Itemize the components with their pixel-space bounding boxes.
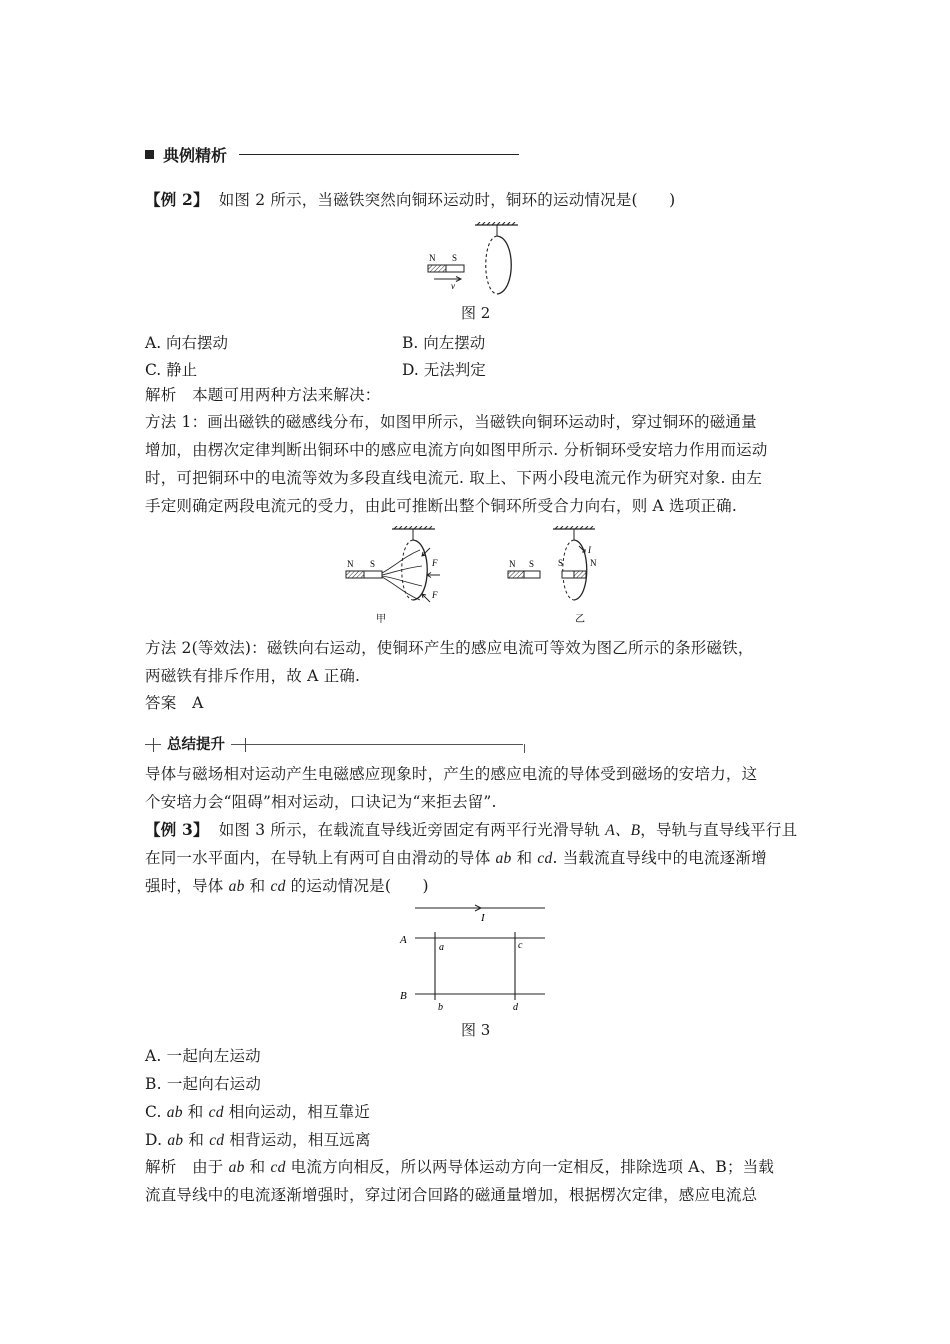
caption-yi: 乙 bbox=[575, 614, 585, 625]
label-n: N bbox=[347, 559, 354, 569]
label-s: S bbox=[529, 559, 535, 569]
magnet-s bbox=[446, 265, 464, 272]
text: 强时，导体 bbox=[145, 877, 229, 895]
label-b: b bbox=[438, 1002, 443, 1012]
section-title: 典例精析 bbox=[163, 146, 228, 165]
label-i: I bbox=[481, 912, 485, 924]
label-rail-a: A bbox=[400, 934, 407, 946]
section-header bbox=[145, 143, 519, 166]
var-cd: cd bbox=[209, 1132, 225, 1149]
label-c: c bbox=[518, 940, 523, 951]
example3-tag: 【例 3】 bbox=[145, 820, 209, 839]
text: 和 bbox=[244, 1158, 271, 1176]
text: 的运动情况是( ) bbox=[285, 877, 429, 895]
var-cd: cd bbox=[270, 878, 286, 895]
ceiling-hatch bbox=[475, 222, 518, 225]
rail-vars: A、B bbox=[605, 822, 641, 839]
option-d bbox=[145, 1130, 371, 1151]
text: 相向运动，相互靠近 bbox=[223, 1103, 371, 1121]
var-ab: ab bbox=[228, 1159, 245, 1176]
ring-front bbox=[497, 236, 511, 294]
text: 解析 由于 bbox=[145, 1158, 229, 1176]
analysis-line: 手定则确定两段电流元的受力，由此可推断出整个铜环所受合力向右，则 A 选项正确. bbox=[145, 497, 737, 515]
text: 电流方向相反，所以两导体运动方向一定相反，排除选项 A、B；当载 bbox=[285, 1158, 775, 1176]
text: 和 bbox=[183, 1131, 210, 1149]
text: 相背运动，相互远离 bbox=[224, 1131, 371, 1149]
section-rule bbox=[239, 154, 519, 155]
label-v: v bbox=[451, 281, 455, 291]
label-f-bottom: F bbox=[432, 590, 438, 600]
summary-line: 导体与磁场相对运动产生电磁感应现象时，产生的感应电流的导体受到磁场的安培力，这 bbox=[145, 765, 758, 783]
ring-back bbox=[486, 236, 497, 294]
text: D. bbox=[145, 1131, 168, 1149]
example2-question-text: 如图 2 所示，当磁铁突然向铜环运动时，铜环的运动情况是( ) bbox=[218, 191, 676, 209]
method2-line: 方法 2(等效法)：磁铁向右运动，使铜环产生的感应电流可等效为图乙所示的条形磁铁， bbox=[145, 639, 754, 657]
example3-analysis-line1 bbox=[145, 1157, 774, 1178]
example3-question-line1 bbox=[145, 820, 797, 841]
text: 和 bbox=[244, 877, 271, 895]
example2-question bbox=[145, 190, 675, 210]
analysis-line: 时，可把铜环中的电流等效为多段直线电流元. 取上、下两小段电流元作为研究对象. 由左 bbox=[145, 469, 763, 487]
text: 和 bbox=[182, 1103, 209, 1121]
label-rail-b: B bbox=[400, 990, 407, 1002]
example3-question-line3 bbox=[145, 876, 429, 897]
figure-2-magnet-ring bbox=[420, 222, 530, 300]
var-ab: ab bbox=[495, 850, 512, 867]
label-i: I bbox=[588, 545, 591, 555]
analysis-line: 增加，由楞次定律判断出铜环中的感应电流方向如图甲所示. 分析铜环受安培力作用而运动 bbox=[145, 441, 768, 459]
var-cd: cd bbox=[208, 1104, 224, 1121]
answer: 答案 A bbox=[145, 694, 204, 712]
var-cd: cd bbox=[270, 1159, 286, 1176]
option-b: B. 一起向右运动 bbox=[145, 1075, 262, 1093]
var-ab: ab bbox=[228, 878, 245, 895]
figure-2-caption: 图 2 bbox=[461, 304, 491, 322]
label-a: a bbox=[439, 942, 444, 953]
label-n: N bbox=[509, 559, 516, 569]
text: C. bbox=[145, 1103, 167, 1121]
var-ab: ab bbox=[166, 1104, 183, 1121]
label-d: d bbox=[513, 1002, 518, 1012]
text: . 当载流直导线中的电流逐渐增 bbox=[552, 849, 767, 867]
figure-yi bbox=[505, 526, 625, 628]
label-f-top: F bbox=[432, 558, 438, 568]
analysis-line: 方法 1：画出磁铁的磁感线分布，如图甲所示，当磁铁向铜环运动时，穿过铜环的磁通量 bbox=[145, 413, 757, 431]
text: 如图 3 所示，在载流直导线近旁固定有两平行光滑导轨 bbox=[218, 821, 606, 839]
label-n2: N bbox=[590, 558, 597, 568]
text: ，导轨与直导线平行且 bbox=[640, 821, 798, 839]
summary-box bbox=[145, 736, 525, 756]
option-c bbox=[145, 1102, 370, 1123]
example3-question-line2 bbox=[145, 848, 767, 869]
option-a: A. 一起向左运动 bbox=[145, 1047, 261, 1065]
example2-tag: 【例 2】 bbox=[145, 190, 209, 209]
summary-line: 个安培力会“阻碍”相对运动，口诀记为“来拒去留”. bbox=[145, 793, 497, 811]
text: 和 bbox=[511, 849, 538, 867]
option-b: B. 向左摆动 bbox=[402, 334, 486, 352]
var-cd: cd bbox=[537, 850, 553, 867]
summary-label: 总结提升 bbox=[161, 733, 231, 754]
label-s: S bbox=[452, 253, 458, 263]
var-ab: ab bbox=[167, 1132, 184, 1149]
figure-3-rails bbox=[395, 902, 555, 1012]
label-s: S bbox=[370, 559, 376, 569]
figure-3-caption: 图 3 bbox=[461, 1021, 491, 1039]
figure-jia bbox=[340, 526, 470, 628]
example3-analysis-line2: 流直导线中的电流逐渐增强时，穿过闭合回路的磁通量增加，根据楞次定律，感应电流总 bbox=[145, 1186, 758, 1204]
text: 在同一水平面内，在导轨上有两可自由滑动的导体 bbox=[145, 849, 496, 867]
option-d: D. 无法判定 bbox=[402, 361, 486, 379]
label-n: N bbox=[429, 253, 436, 263]
magnet-n bbox=[428, 265, 446, 272]
label-s2: S bbox=[558, 558, 564, 568]
square-bullet-icon bbox=[145, 150, 154, 159]
method2-line: 两磁铁有排斥作用，故 A 正确. bbox=[145, 667, 361, 685]
option-a: A. 向右摆动 bbox=[145, 334, 229, 352]
analysis-line: 解析 本题可用两种方法来解决： bbox=[145, 386, 381, 404]
option-c: C. 静止 bbox=[145, 361, 198, 379]
caption-jia: 甲 bbox=[376, 614, 386, 625]
